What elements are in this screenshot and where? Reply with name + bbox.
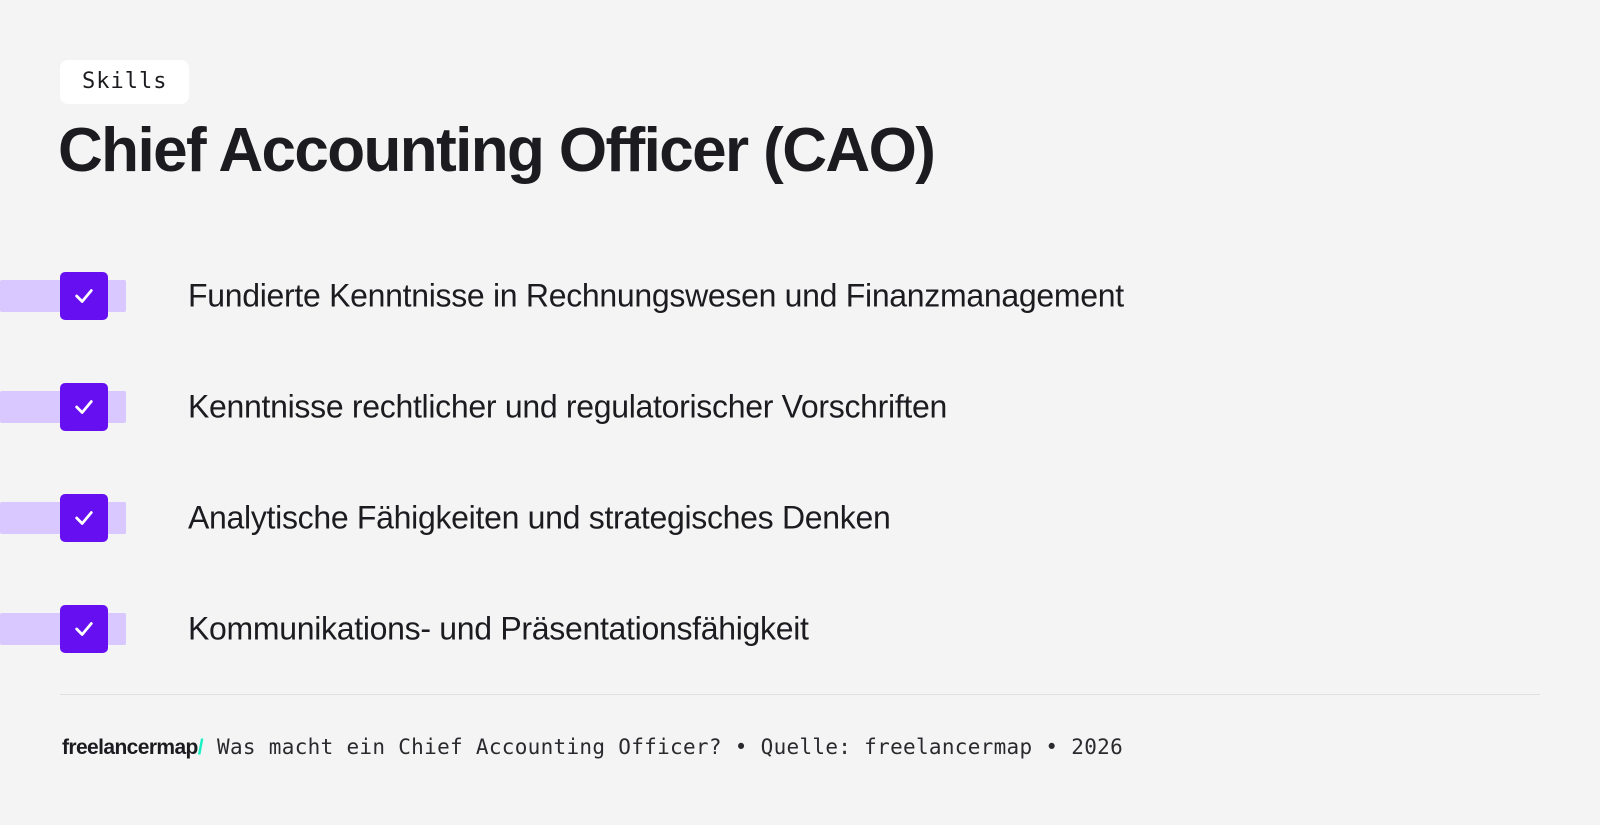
- check-icon: [60, 383, 108, 431]
- check-icon: [60, 494, 108, 542]
- brand-slash: /: [197, 736, 204, 759]
- list-item: [0, 351, 1600, 462]
- list-item-label: Kenntnisse rechtlicher und regulatorischer Vorschriften: [188, 388, 948, 424]
- brand-name: freelancermap: [62, 736, 198, 759]
- skills-list: [0, 240, 1600, 684]
- brand-logo: [62, 736, 203, 760]
- list-item: [0, 240, 1600, 351]
- check-icon: [60, 605, 108, 653]
- list-item-label: Fundierte Kenntnisse in Rechnungswesen und Finanzmanagement: [188, 277, 1124, 313]
- footer-divider: [60, 694, 1540, 695]
- footer-source-text: Was macht ein Chief Accounting Officer? • Quelle: freelancermap • 2026: [217, 735, 1124, 759]
- list-item: [0, 573, 1600, 684]
- page-title: Chief Accounting Officer (CAO): [58, 116, 935, 185]
- eyebrow-badge: Skills: [60, 60, 189, 104]
- list-item-label: Kommunikations- und Präsentationsfähigkeit: [188, 610, 809, 646]
- check-icon: [60, 272, 108, 320]
- list-item-label: Analytische Fähigkeiten und strategisches Denken: [188, 499, 891, 535]
- footer: [62, 735, 1123, 760]
- list-item: [0, 462, 1600, 573]
